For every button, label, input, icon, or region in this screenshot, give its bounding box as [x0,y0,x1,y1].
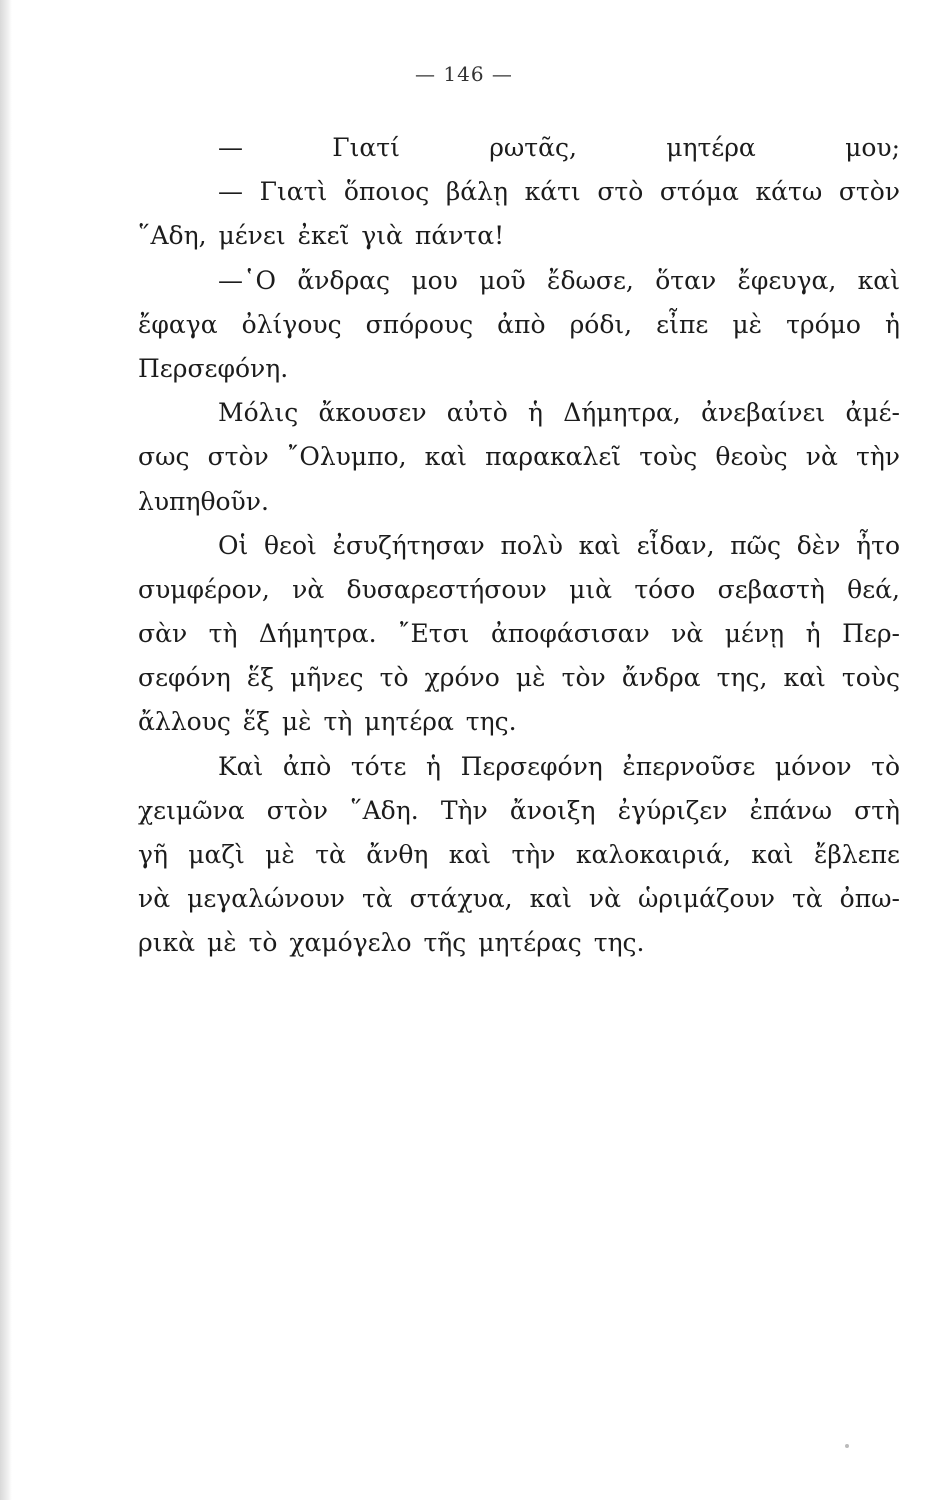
text-line: γῆ μαζὶ μὲ τὰ ἄνθη καὶ τὴν καλοκαιριά, καὶ ἔβλεπε [138,840,900,869]
text-line: Περσεφόνη. [138,353,289,383]
text-line: Μόλις ἄκουσεν αὐτὸ ἡ Δήμητρα, ἀνεβαίνει ἀμέ- [218,398,900,428]
text-line: ρικὰ μὲ τὸ χαμόγελο τῆς μητέρας της. [138,928,645,958]
text-line: — Γιατὶ ὅποιος βάλῃ κάτι στὸ στόμα κάτω στὸν [218,177,900,207]
page-number: — 146 — [415,62,513,86]
text-line: Καὶ ἀπὸ τότε ἡ Περσεφόνη ἐπερνοῦσε μόνον τὸ [218,751,900,781]
text-line: Οἱ θεοὶ ἐσυζήτησαν πολὺ καὶ εἶδαν, πῶς δὲν ἦτο [218,530,900,560]
body-text [138,126,900,966]
paper-speck [845,1444,849,1448]
text-line: — Γιατί ρωτᾶς, μητέρα μου; [218,133,900,162]
text-line: ῞Αδη, μένει ἐκεῖ γιὰ πάντα! [138,221,505,251]
text-line: ἔφαγα ὀλίγους σπόρους ἀπὸ ρόδι, εἶπε μὲ τρόμο ἡ [138,309,900,339]
text-line: σως στὸν ῎Ολυμπο, καὶ παρακαλεῖ τοὺς θεοὺς νὰ τὴν [138,442,900,472]
scan-edge [0,0,12,1500]
text-line: νὰ μεγαλώνουν τὰ στάχυα, καὶ νὰ ὡριμάζουν τὰ ὀπω- [138,884,900,914]
text-line: χειμῶνα στὸν ῞Αδη. Τὴν ἄνοιξη ἐγύριζεν ἐπάνω στὴ [138,795,900,825]
text-line: συμφέρον, νὰ δυσαρεστήσουν μιὰ τόσο σεβαστὴ θεά, [138,574,900,604]
text-line: ἄλλους ἕξ μὲ τὴ μητέρα της. [138,707,517,737]
text-line: σεφόνη ἕξ μῆνες τὸ χρόνο μὲ τὸν ἄνδρα της, καὶ τοὺς [138,663,900,693]
text-line: —῾Ο ἄνδρας μου μοῦ ἔδωσε, ὅταν ἔφευγα, καὶ [218,265,900,295]
text-line: λυπηθοῦν. [138,486,269,516]
text-line: σὰν τὴ Δήμητρα. ῎Ετσι ἀποφάσισαν νὰ μένῃ ἡ Περ- [138,619,900,649]
